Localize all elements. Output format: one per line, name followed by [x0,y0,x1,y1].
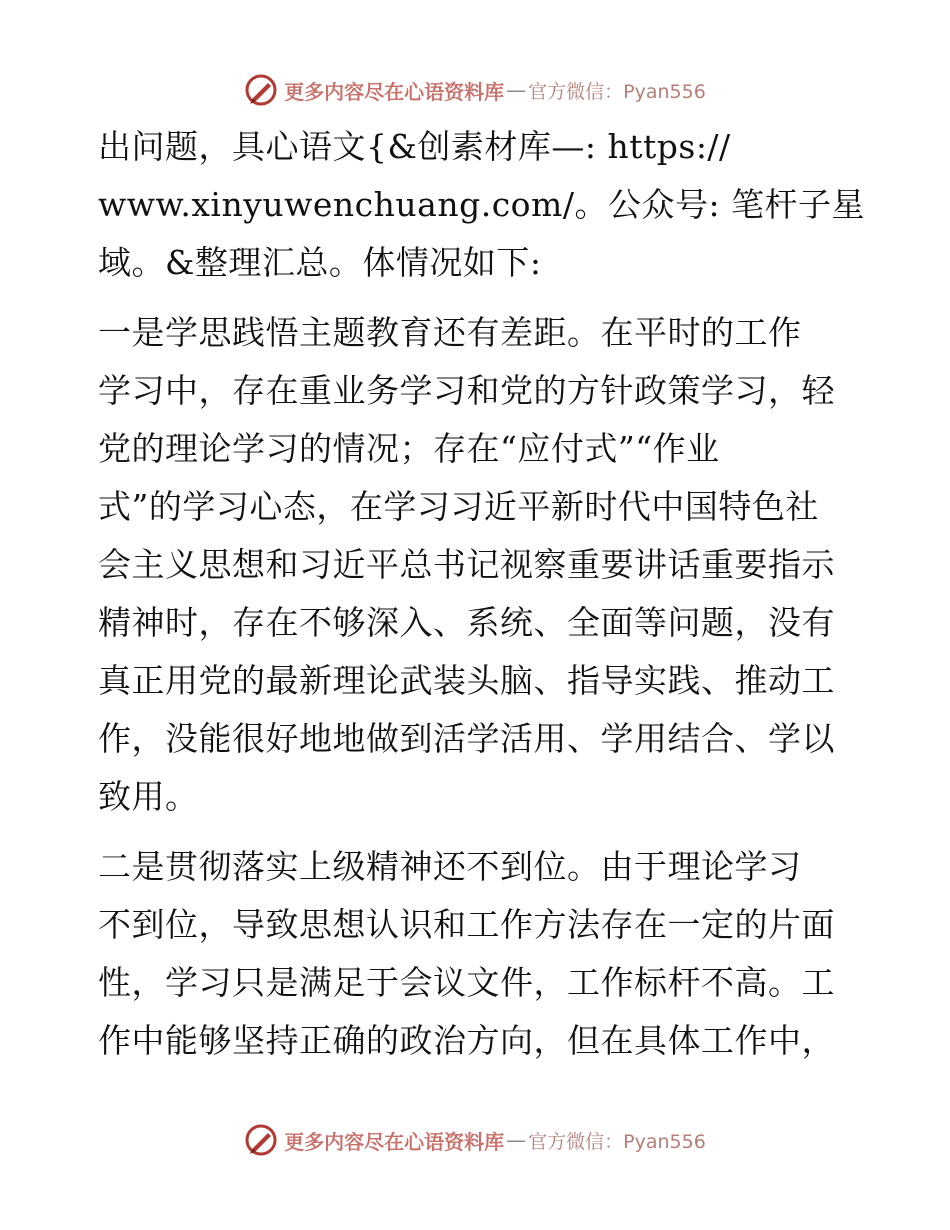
text-line: 性，学习只是满足于会议文件，工作标杆不高。工 [98,963,835,1002]
watermark-separator: — [506,1128,527,1152]
text-line: 致用。 [98,777,199,816]
watermark-separator: — [506,78,527,102]
text-line: 式”的学习心态，在学习习近平新时代中国特色社 [98,487,819,526]
paragraph-point-two [98,838,858,1070]
header-watermark [0,70,950,110]
watermark-main-text: 更多内容尽在心语资料库 [284,1129,505,1154]
text-line: 出问题，具心语文{&创素材库—: https:// [98,127,731,166]
pen-logo-icon [244,1123,278,1157]
text-line: 真正用党的最新理论武装头脑、指导实践、推动工 [98,661,835,700]
text-line: 域。&整理汇总。体情况如下: [98,243,542,282]
paragraph-point-one [98,304,858,826]
text-line: 学习中，存在重业务学习和党的方针政策学习，轻 [98,371,835,410]
text-line: 会主义思想和习近平总书记视察重要讲话重要指示 [98,545,835,584]
text-line: 不到位，导致思想认识和工作方法存在一定的片面 [98,905,835,944]
text-line: 一是学思践悟主题教育还有差距。在平时的工作 [98,313,802,352]
text-line: 二是贯彻落实上级精神还不到位。由于理论学习 [98,847,802,886]
text-line: 精神时，存在不够深入、系统、全面等问题，没有 [98,603,835,642]
text-line: 作中能够坚持正确的政治方向，但在具体工作中， [98,1021,835,1060]
text-line: 作，没能很好地地做到活学活用、学用结合、学以 [98,719,835,758]
watermark-wechat-text: 官方微信：Pyan556 [528,1130,706,1153]
pen-logo-icon [244,73,278,107]
document-body [98,118,866,1070]
paragraph-intro [98,118,866,292]
watermark-wechat-text: 官方微信：Pyan556 [528,80,706,103]
watermark-main-text: 更多内容尽在心语资料库 [284,79,505,104]
text-line: www.xinyuwenchuang.com/。公众号: 笔杆子星 [98,185,866,224]
text-line: 党的理论学习的情况；存在“应付式”“作业 [98,429,720,468]
footer-watermark [0,1120,950,1160]
